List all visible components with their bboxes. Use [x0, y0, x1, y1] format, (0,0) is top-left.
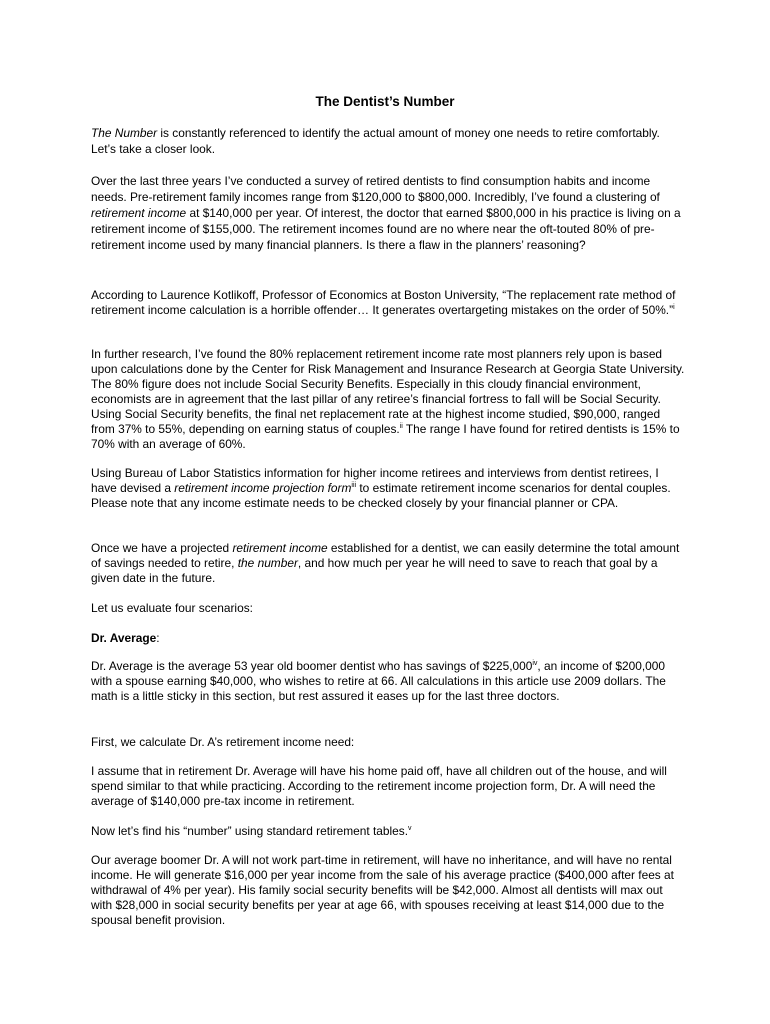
paragraph-dr-average: [91, 659, 686, 704]
paragraph-text: to estimate retirement income scenarios for dental couples. Please note that any income estimate needs to be checked closely by your financial planner or CPA.: [91, 481, 671, 510]
paragraph-savings: [91, 541, 686, 586]
paragraph-assumptions: I assume that in retirement Dr. Average will have his home paid off, have all children out of the house, and will spend similar to that while practicing. According to the retirement income projection form, Dr. A will need the average of $140,000 pre-tax income in retirement.: [91, 764, 667, 808]
emphasis-the-number: the number: [237, 556, 298, 570]
paragraph-text: Dr. Average is the average 53 year old boomer dentist who has savings of $225,000: [91, 659, 533, 673]
paragraph-intro: [91, 125, 686, 157]
footnote-marker: i: [673, 304, 675, 312]
paragraph-text: at $140,000 per year. Of interest, the doctor that earned $800,000 in his practice is living on a retirement income of $155,000. The retirement incomes found are no where near the oft-touted 80% of pre-retirement income used by many financial planners. Is there a flaw in the planners’ reasoning?: [91, 206, 681, 252]
emphasis-retirement-income: retirement income: [91, 206, 187, 220]
paragraph-text: According to Laurence Kotlikoff, Professor of Economics at Boston University, “The replacement rate method of retirement income calculation is a horrible offender… It generates overtargeting mistakes on the order of 50%.”: [91, 288, 676, 317]
paragraph-scenarios: Let us evaluate four scenarios:: [91, 601, 253, 615]
paragraph-text: Now let’s find his “number” using standard retirement tables.: [91, 824, 409, 838]
paragraph-research: [91, 347, 686, 452]
footnote-marker: v: [408, 825, 412, 833]
paragraph-projection-form: [91, 466, 686, 511]
document-title: The Dentist’s Number: [315, 94, 455, 109]
paragraph-text: In further research, I’ve found the 80% replacement retirement income rate most planners rely upon is based upon calculations done by the Center for Risk Management and Insurance Research at Georgia State University. The 80% figure does not include Social Security Benefits. Especially in this cloudy financial environment, economists are in agreement that the last pillar of any retiree’s financial fortress to fall will be Social Security. Using Social Security benefits, the final net replacement rate at the highest income studied, $90,000, ranged from 37% to 55%, depending on earning status of couples.: [91, 347, 685, 436]
heading-text: Dr. Average: [91, 631, 157, 645]
paragraph-text: , and how much per year he will need to save to reach that goal by a given date in the future.: [91, 556, 658, 585]
paragraph-text: Over the last three years I’ve conducted a survey of retired dentists to find consumption habits and income needs. Pre-retirement family incomes range from $120,000 to $800,000. Incredibly, I’ve found a clustering of: [91, 174, 660, 204]
section-heading-dr-average: [91, 630, 686, 646]
footnote-marker: iv: [532, 660, 538, 668]
paragraph-kotlikoff: [91, 288, 686, 318]
paragraph-text: established for a dentist, we can easily determine the total amount of savings needed to retire,: [91, 541, 680, 570]
paragraph-boomer: Our average boomer Dr. A will not work part-time in retirement, will have no inheritance, and will have no rental income. He will generate $16,000 per year income from the sale of his average practice ($400,000 after fees at withdrawal of 4% per year). His family social security benefits will be $42,000. Almost all dentists will max out with $28,000 in social security benefits per year at age 66, with spouses receiving at least $14,000 due to the spousal benefit provision.: [91, 853, 674, 927]
emphasis-retirement-income: retirement income: [232, 541, 328, 555]
paragraph-find-number: [91, 823, 686, 839]
paragraph-text: , an income of $200,000 with a spouse earning $40,000, who wishes to retire at 66. All calculations in this article use 2009 dollars. The math is a little sticky in this section, but rest assured it eases up for the last three doctors.: [91, 659, 666, 703]
paragraph-text: Once we have a projected: [91, 541, 233, 555]
paragraph-text: The range I have found for retired dentists is 15% to 70% with an average of 60%.: [91, 422, 680, 451]
emphasis-projection-form: retirement income projection form: [174, 481, 352, 495]
paragraph-income-need: First, we calculate Dr. A’s retirement income need:: [91, 735, 355, 749]
footnote-marker: ii: [399, 423, 403, 431]
emphasis-the-number: The Number: [91, 126, 158, 140]
footnote-marker: iii: [351, 482, 357, 490]
paragraph-text: is constantly referenced to identify the actual amount of money one needs to retire comfortably. Let’s take a closer look.: [91, 126, 660, 156]
paragraph-text: Using Bureau of Labor Statistics information for higher income retirees and interviews from dentist retirees, I have devised a: [91, 466, 659, 495]
paragraph-survey: [91, 173, 686, 253]
heading-colon: :: [156, 631, 160, 645]
